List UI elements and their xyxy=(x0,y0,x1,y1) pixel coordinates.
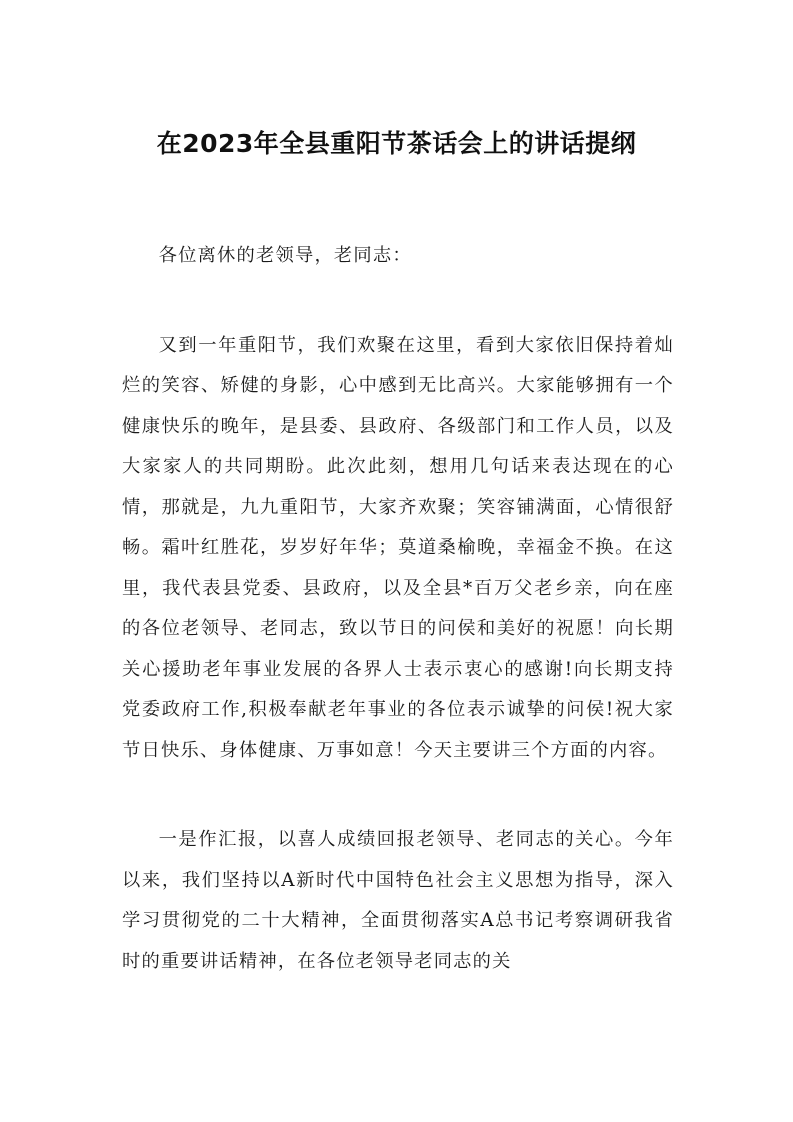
opening-paragraph: 又到一年重阳节，我们欢聚在这里，看到大家依旧保持着灿烂的笑容、矫健的身影，心中感到无比高兴。大家能够拥有一个健康快乐的晚年，是县委、县政府、各级部门和工作人员，以及大家家人的共同期盼。此次此刻，想用几句话来表达现在的心情，那就是，九九重阳节，大家齐欢聚；笑容铺满面，心情很舒畅。霜叶红胜花，岁岁好年华；莫道桑榆晚，幸福金不换。在这里，我代表县党委、县政府，以及全县*百万父老乡亲，向在座的各位老领导、老同志，致以节日的问侯和美好的祝愿！向长期关心援助老年事业发展的各界人士表示衷心的感谢!向长期支持党委政府工作,积极奉献老年事业的各位表示诚挚的问侯!祝大家节日快乐、身体健康、万事如意！今天主要讲三个方面的内容。 xyxy=(122,334,674,761)
document-title: 在2023年全县重阳节茶话会上的讲话提纲 xyxy=(156,129,637,158)
salutation-paragraph: 各位离休的老领导，老同志： xyxy=(158,245,412,266)
report-paragraph: 一是作汇报，以喜人成绩回报老领导、老同志的关心。今年以来，我们坚持以A新时代中国特色社会主义思想为指导，深入学习贯彻党的二十大精神，全面贯彻落实A总书记考察调研我省时的重要讲话精神，在各位老领导老同志的关 xyxy=(122,829,674,972)
document-body xyxy=(122,236,674,982)
